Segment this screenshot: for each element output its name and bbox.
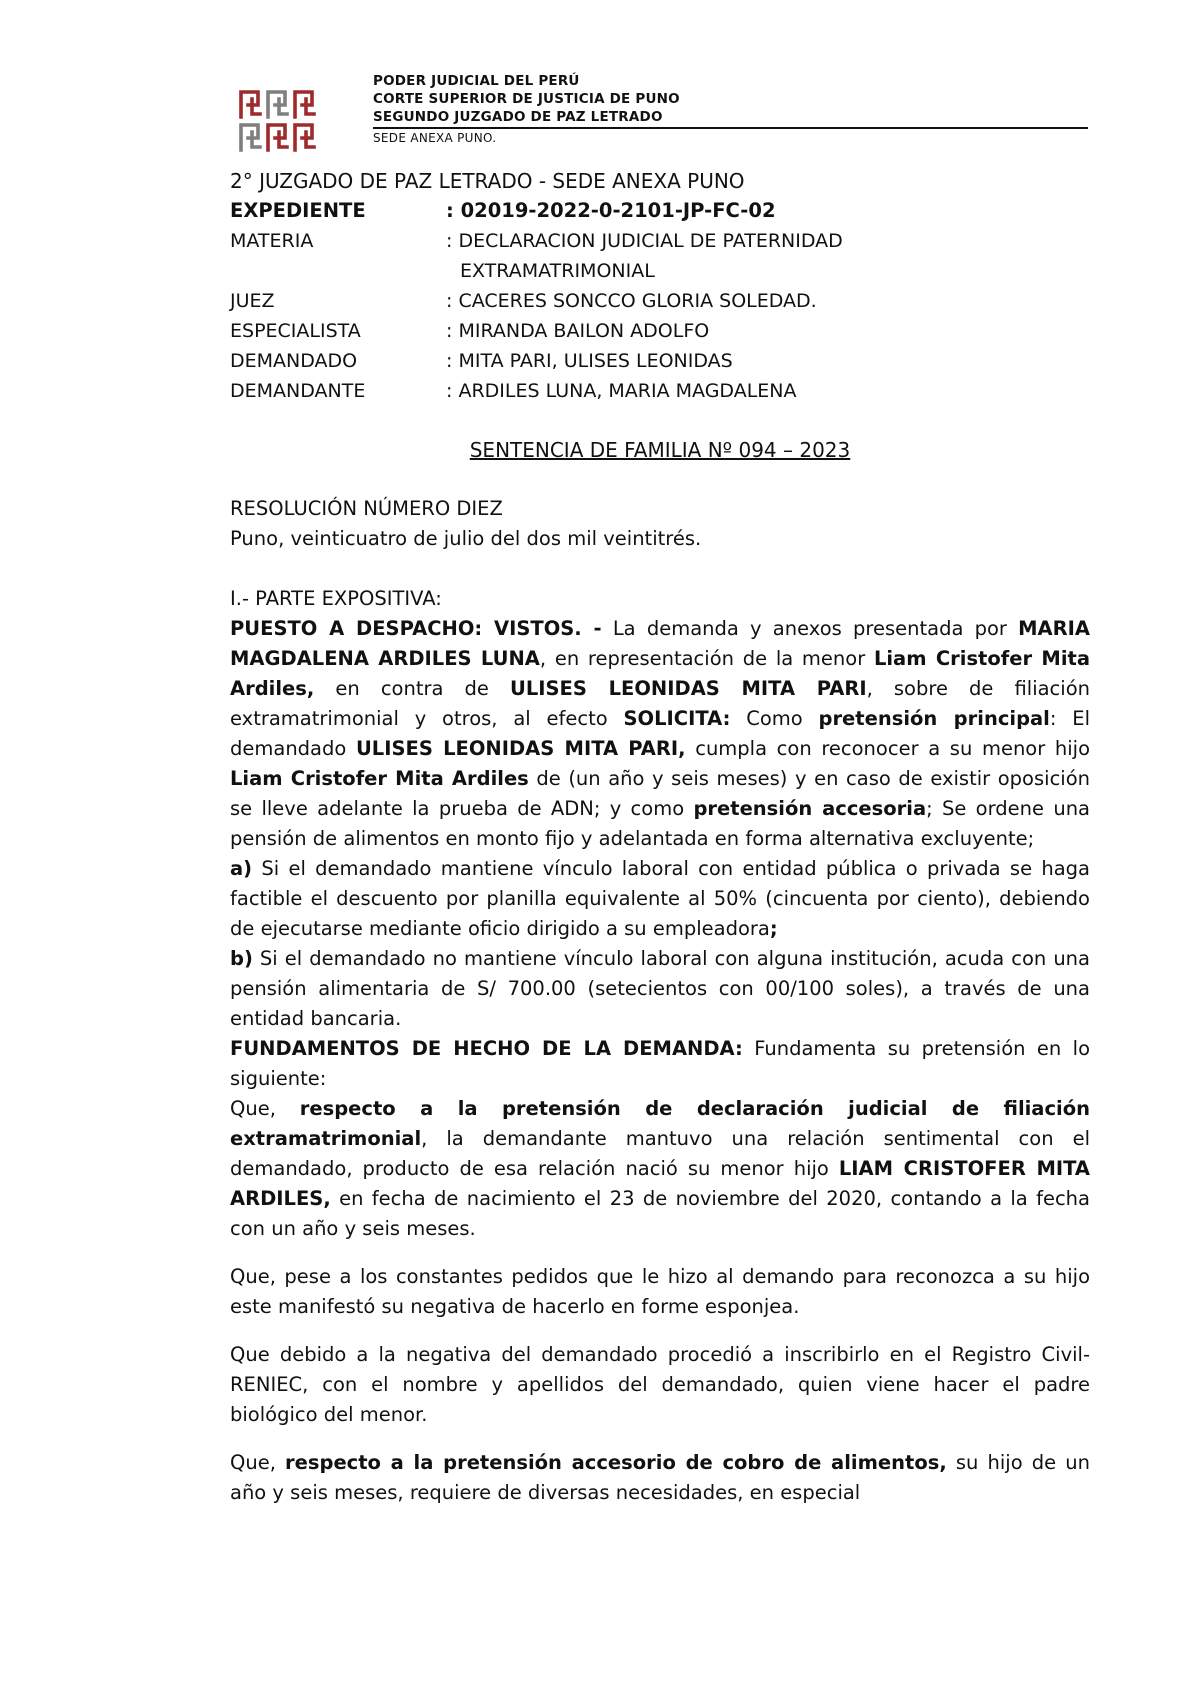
- demandado-label: DEMANDADO: [230, 350, 358, 372]
- judicial-power-logo-icon: [238, 88, 318, 154]
- case-row-juez: [230, 286, 1090, 316]
- materia-value: : DECLARACION JUDICIAL DE PATERNIDAD: [446, 230, 843, 252]
- text-solicita: SOLICITA:: [623, 707, 731, 730]
- logo-glyph-3: [295, 92, 314, 117]
- paragraph-alimentos: [230, 1448, 1090, 1508]
- juez-label: JUEZ: [230, 290, 275, 312]
- option-a-end: ;: [769, 917, 778, 940]
- text-span: , en representación de la menor: [539, 647, 874, 670]
- text-span: La demanda y anexos presentada por: [601, 617, 1019, 640]
- materia-value-wrap: [446, 226, 1090, 286]
- section-heading: I.- PARTE EXPOSITIVA:: [230, 587, 442, 610]
- text-defendant-name: ULISES LEONIDAS MITA PARI,: [355, 737, 686, 760]
- text-span: , la demandante mantuvo una relación sentimental con el demandado, producto de esa relación nació su menor hijo: [230, 1127, 1090, 1180]
- text-child-name: LIAM CRISTOFER MITA ARDILES,: [230, 1157, 1090, 1210]
- especialista-label: ESPECIALISTA: [230, 320, 361, 342]
- case-row-expediente: [230, 196, 1090, 226]
- case-row-demandante: [230, 376, 1090, 406]
- letterhead-line-2: CORTE SUPERIOR DE JUSTICIA DE PUNO: [373, 91, 680, 107]
- option-a-text: Si el demandado mantiene vínculo laboral con entidad pública o privada se haga factible el descuento por planilla equivalente al 50% (cincuenta por ciento), debiendo de ejecutarse mediante oficio dirigido a su empleadora: [230, 857, 1090, 940]
- text-span: en fecha de nacimiento el 23 de noviembre del 2020, contando a la fecha con un año y seis meses.: [230, 1187, 1090, 1240]
- text-minor-name: Liam Cristofer Mita Ardiles: [230, 767, 529, 790]
- resolution-date: Puno, veinticuatro de julio del dos mil veintitrés.: [230, 527, 702, 550]
- paragraph-option-a: [230, 854, 1090, 944]
- paragraph-filiacion: [230, 1094, 1090, 1244]
- logo-glyph-6: [295, 125, 314, 150]
- demandado-value: : MITA PARI, ULISES LEONIDAS: [446, 350, 733, 372]
- text-filiacion-claim: respecto a la pretensión de declaración judicial de filiación extramatrimonial: [230, 1097, 1090, 1150]
- paragraph-fundamentos: [230, 1034, 1090, 1094]
- letterhead-sede: SEDE ANEXA PUNO.: [373, 131, 497, 145]
- especialista-value: : MIRANDA BAILON ADOLFO: [446, 320, 710, 342]
- text-defendant-name: ULISES LEONIDAS MITA PARI: [510, 677, 867, 700]
- option-a-label: a): [230, 857, 253, 880]
- expediente-value: : 02019-2022-0-2101-JP-FC-02: [446, 199, 776, 222]
- case-info: [230, 166, 1090, 406]
- letterhead-line-3: SEGUNDO JUZGADO DE PAZ LETRADO: [373, 109, 663, 125]
- logo-glyph-2: [268, 92, 287, 117]
- materia-label: MATERIA: [230, 230, 314, 252]
- logo-glyph-4: [241, 125, 260, 150]
- text-pretension-accesoria: pretensión accesoria: [693, 797, 927, 820]
- text-minor-name: Liam Cristofer Mita Ardiles,: [230, 647, 1090, 700]
- paragraph-vistos: [230, 614, 1090, 854]
- paragraph-reniec: Que debido a la negativa del demandado procedió a inscribirlo en el Registro Civil-RENIEC, con el nombre y apellidos del demandado, quien viene hacer el padre biológico del menor.: [230, 1343, 1090, 1426]
- case-row-materia: [230, 226, 1090, 286]
- text-span: Como: [730, 707, 819, 730]
- text-pretension-principal: pretensión principal: [818, 707, 1050, 730]
- text-alimentos-claim: respecto a la pretensión accesorio de cobro de alimentos,: [285, 1451, 947, 1474]
- text-span: de (un año y seis meses) y en caso de existir oposición se lleve adelante la prueba de ADN; y como: [230, 767, 1090, 820]
- sentence-title: SENTENCIA DE FAMILIA Nº 094 – 2023: [469, 438, 851, 462]
- text-span: , sobre de filiación extramatrimonial y otros, al efecto: [230, 677, 1090, 730]
- paragraph-option-b: [230, 944, 1090, 1034]
- materia-value-continued: EXTRAMATRIMONIAL: [460, 260, 655, 282]
- option-b-text: Si el demandado no mantiene vínculo laboral con alguna institución, acuda con una pensión alimentaria de S/ 700.00 (setecientos con 00/100 soles), a través de una entidad bancaria.: [230, 947, 1090, 1030]
- resolution-number: RESOLUCIÓN NÚMERO DIEZ: [230, 497, 503, 520]
- court-name: 2° JUZGADO DE PAZ LETRADO - SEDE ANEXA PUNO: [230, 169, 745, 193]
- option-b-label: b): [230, 947, 253, 970]
- text-span: cumpla con reconocer a su menor hijo: [685, 737, 1091, 760]
- letterhead-line-1: PODER JUDICIAL DEL PERÚ: [373, 73, 580, 89]
- logo-glyph-1: [241, 92, 260, 117]
- text-plaintiff-name: MARIA MAGDALENA ARDILES LUNA: [230, 617, 1090, 670]
- demandante-label: DEMANDANTE: [230, 380, 366, 402]
- fundamentos-text: Fundamenta su pretensión en lo siguiente:: [230, 1037, 1090, 1090]
- expediente-label: EXPEDIENTE: [230, 199, 366, 222]
- case-row-demandado: [230, 346, 1090, 376]
- text-span: su hijo de un año y seis meses, requiere de diversas necesidades, en especial: [230, 1451, 1090, 1504]
- text-span: ; Se ordene una pensión de alimentos en monto fijo y adelantada en forma alternativa excluyente;: [230, 797, 1090, 850]
- letterhead-rule: [373, 127, 1088, 129]
- text-span: en contra de: [314, 677, 510, 700]
- text-span: Que,: [230, 1451, 286, 1474]
- letterhead: [373, 72, 1088, 146]
- logo-glyph-5: [268, 125, 287, 150]
- demandante-value: : ARDILES LUNA, MARIA MAGDALENA: [446, 380, 797, 402]
- case-row-especialista: [230, 316, 1090, 346]
- text-vistos-label: PUESTO A DESPACHO: VISTOS. -: [230, 617, 602, 640]
- paragraph-negativa: Que, pese a los constantes pedidos que le hizo al demando para reconozca a su hijo este manifestó su negativa de hacerlo en forme esponjea.: [230, 1265, 1090, 1318]
- text-span: : El demandado: [230, 707, 1090, 760]
- juez-value: : CACERES SONCCO GLORIA SOLEDAD.: [446, 290, 817, 312]
- fundamentos-label: FUNDAMENTOS DE HECHO DE LA DEMANDA:: [230, 1037, 743, 1060]
- document-body: [230, 494, 1090, 1508]
- text-span: Que,: [230, 1097, 300, 1120]
